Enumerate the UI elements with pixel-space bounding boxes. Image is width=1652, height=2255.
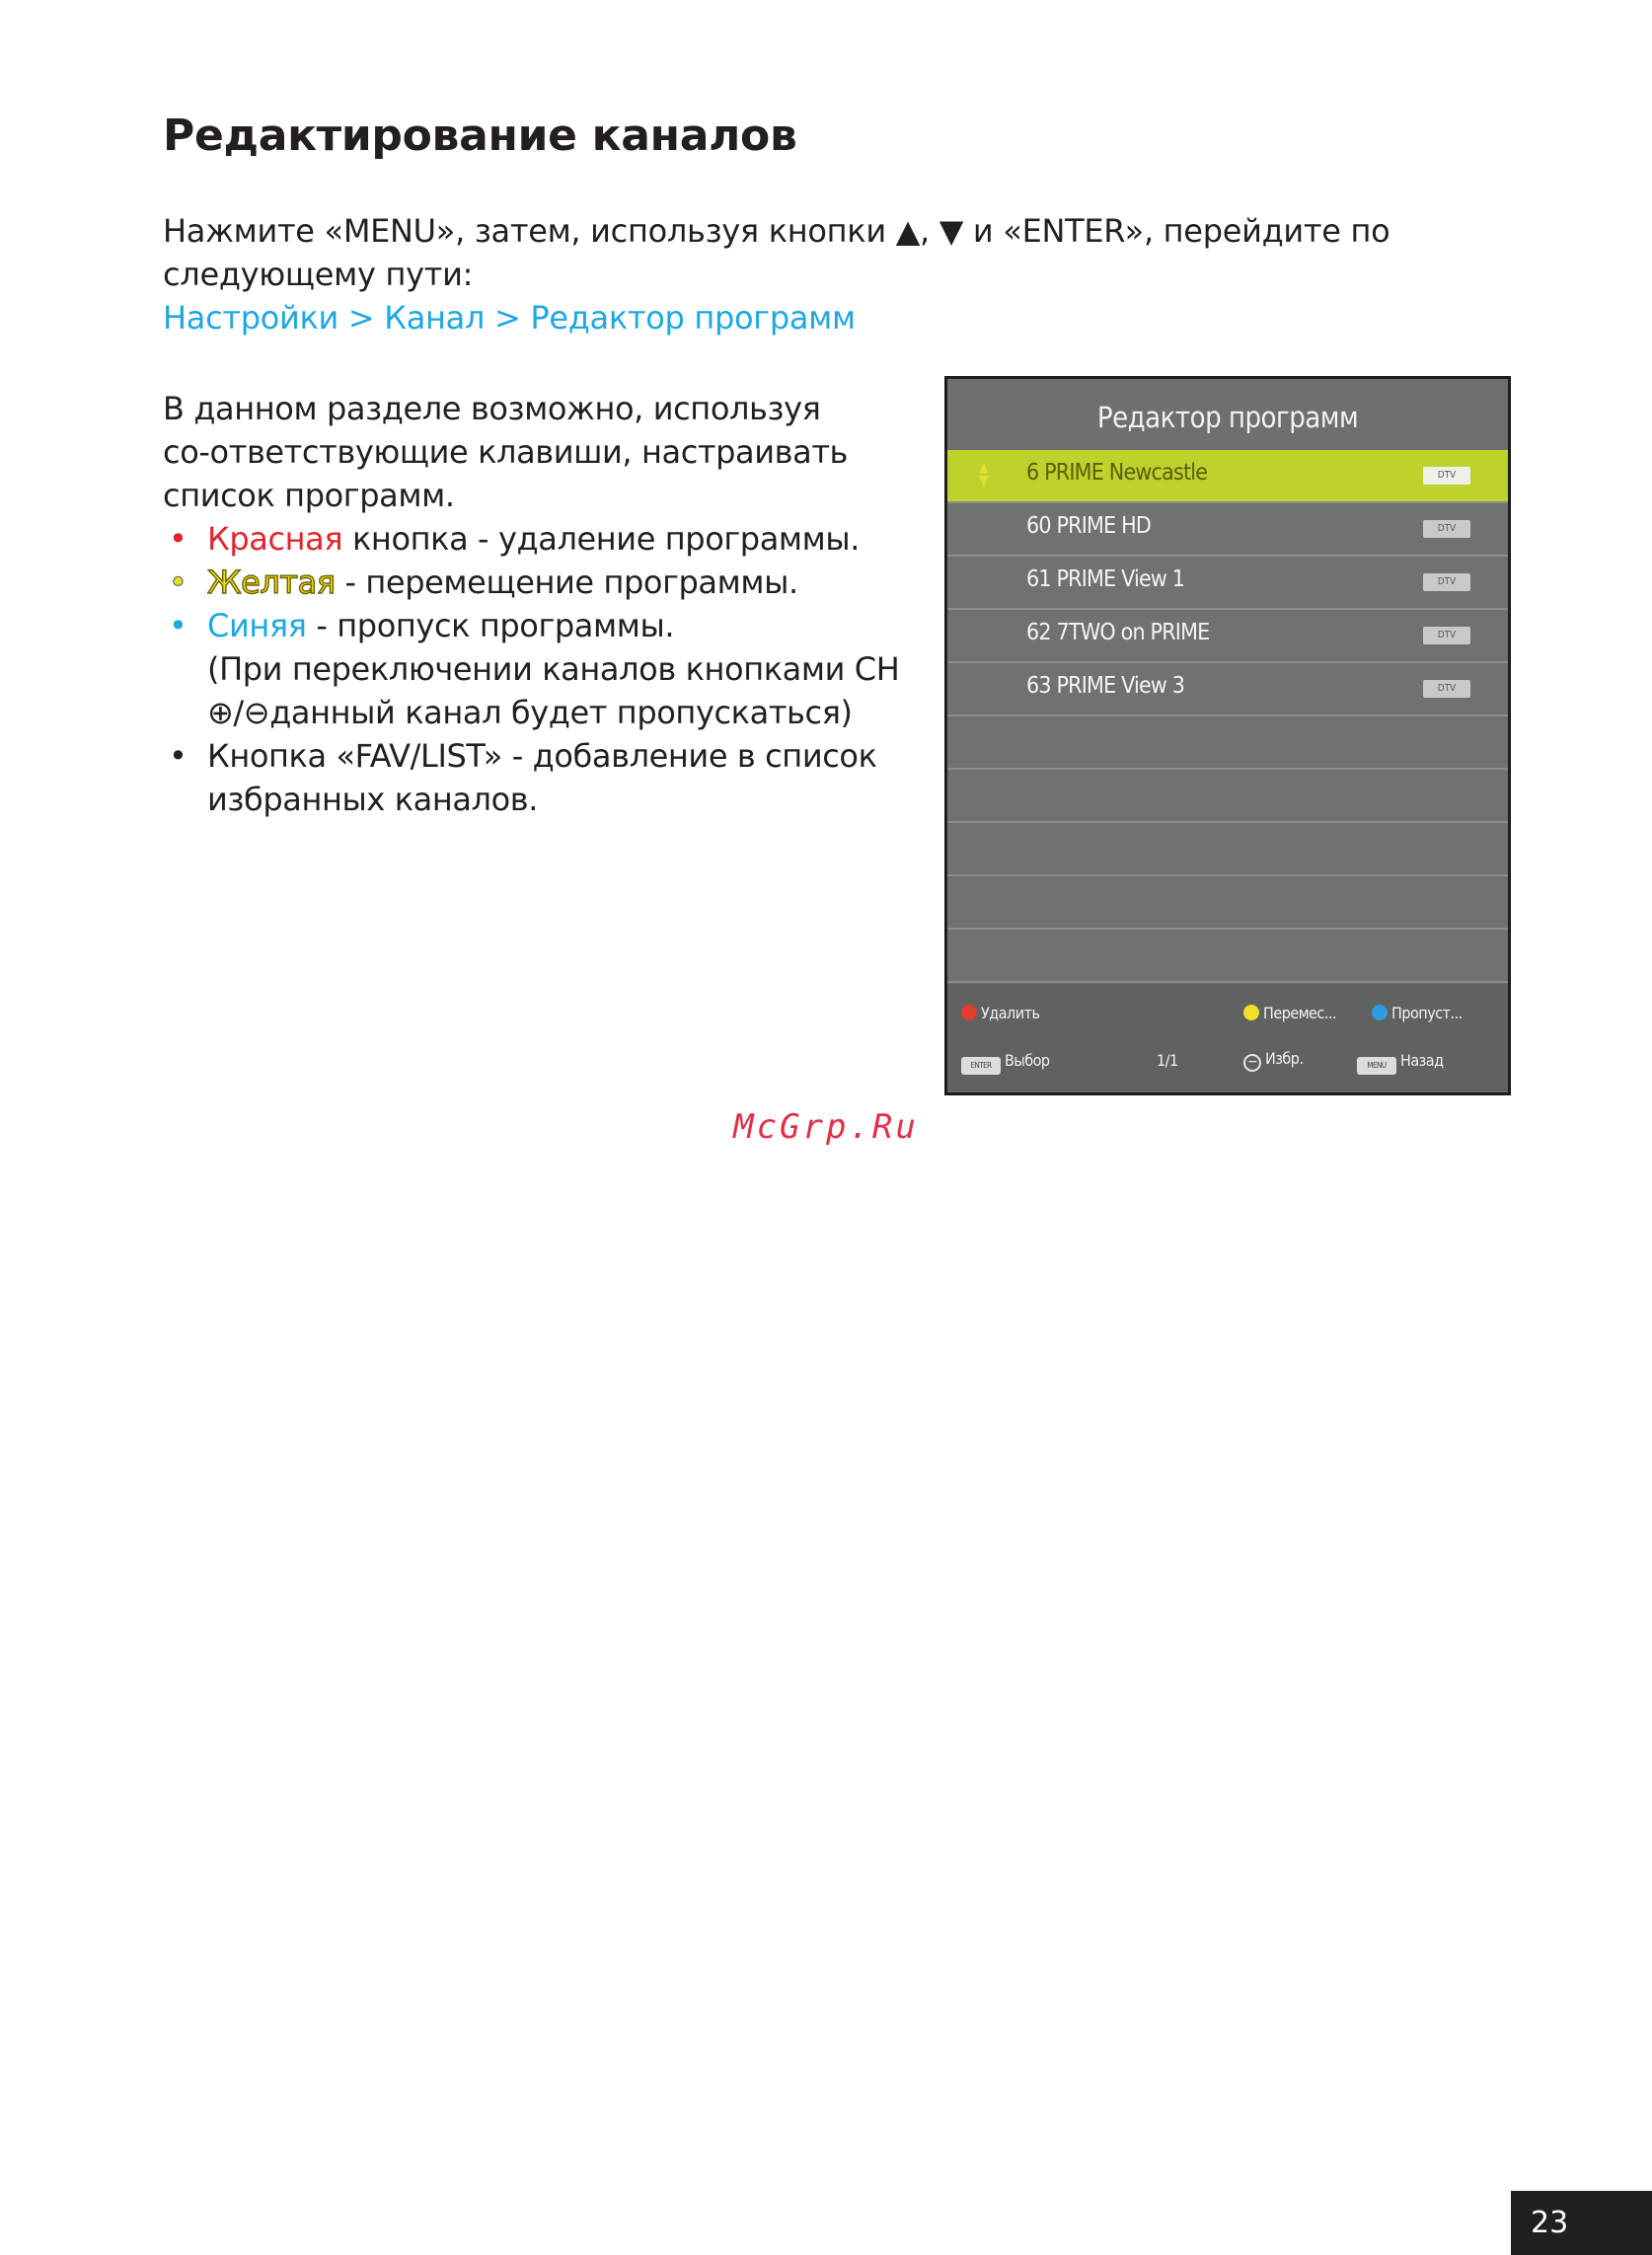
channel-row[interactable] (947, 610, 1508, 663)
red-button-icon (961, 1005, 977, 1020)
red-label: Красная (207, 520, 343, 558)
empty-row (947, 716, 1508, 770)
channel-row[interactable] (947, 450, 1508, 503)
channel-name: 61 PRIME View 1 (1026, 566, 1185, 592)
page-indicator: 1/1 (1157, 1051, 1178, 1070)
tv-footer (947, 984, 1508, 1092)
skip-hint[interactable] (1372, 1004, 1463, 1022)
menu-path: Настройки > Канал > Редактор программ (163, 299, 856, 337)
bullet-fav: • (169, 737, 188, 775)
menu-key-icon: MENU (1357, 1057, 1396, 1075)
fav-label: Избр. (1265, 1049, 1304, 1068)
list-item-fav (163, 734, 933, 821)
empty-row (947, 823, 1508, 876)
channel-row[interactable] (947, 503, 1508, 557)
channel-name: 6 PRIME Newcastle (1026, 460, 1208, 486)
intro-paragraph (163, 209, 1525, 339)
move-label: Перемес... (1263, 1004, 1337, 1022)
empty-row (947, 770, 1508, 823)
description-lead: В данном разделе возможно, используя со-ответствующие клавиши, настраивать список программ. (163, 390, 849, 514)
skip-label: Пропуст... (1391, 1004, 1463, 1022)
intro-text: Нажмите «MENU», затем, используя кнопки ▲, ▼ и «ENTER», перейдите по следующему пути: (163, 212, 1390, 293)
page-title: Редактирование каналов (163, 111, 797, 161)
yellow-desc: - перемещение программы. (335, 564, 798, 601)
fav-hint[interactable] (1243, 1049, 1304, 1072)
yellow-button-icon (1243, 1005, 1259, 1020)
move-arrows-icon: ▲ ▼ (979, 460, 989, 489)
yellow-label: Желтая (207, 564, 336, 601)
description (163, 387, 933, 821)
enter-key-icon: ENTER (961, 1057, 1001, 1075)
channel-row[interactable] (947, 557, 1508, 610)
delete-label: Удалить (981, 1004, 1040, 1022)
channel-name: 60 PRIME HD (1026, 513, 1152, 539)
select-hint[interactable] (961, 1051, 1050, 1075)
watermark: McGrp.Ru (733, 1107, 919, 1147)
empty-row (947, 876, 1508, 930)
channel-name: 63 PRIME View 3 (1026, 673, 1185, 699)
channel-row[interactable] (947, 663, 1508, 716)
delete-hint[interactable] (961, 1004, 1039, 1022)
dtv-badge: DTV (1423, 627, 1470, 644)
list-item-red (163, 517, 933, 561)
bullet-red: • (169, 520, 188, 558)
bullet-blue: • (169, 607, 188, 644)
channel-name: 62 7TWO on PRIME (1026, 620, 1210, 645)
skip-note: (При переключении каналов кнопками CH ⊕/⊖данный канал будет пропускаться) (207, 650, 900, 731)
back-label: Назад (1400, 1051, 1444, 1070)
dtv-badge: DTV (1423, 467, 1470, 485)
bullet-yellow: • (169, 564, 188, 601)
tv-screenshot (944, 376, 1511, 1095)
empty-row (947, 930, 1508, 983)
blue-label: Синяя (207, 607, 307, 644)
move-hint[interactable] (1243, 1004, 1336, 1022)
list-item-yellow (163, 561, 933, 604)
page-number: 23 (1511, 2191, 1652, 2255)
dtv-badge: DTV (1423, 573, 1470, 591)
blue-button-icon (1372, 1005, 1388, 1020)
dtv-badge: DTV (1423, 520, 1470, 538)
select-label: Выбор (1005, 1051, 1050, 1070)
red-desc: кнопка - удаление программы. (342, 520, 861, 558)
dtv-badge: DTV (1423, 680, 1470, 698)
list-item-blue (163, 604, 933, 734)
blue-desc: - пропуск программы. (306, 607, 675, 644)
fav-desc: Кнопка «FAV/LIST» - добавление в список избранных каналов. (207, 737, 877, 818)
button-list (163, 517, 933, 821)
minus-icon: − (1243, 1054, 1261, 1072)
channel-list (947, 450, 1508, 983)
tv-menu-title: Редактор программ (1096, 401, 1359, 434)
back-hint[interactable] (1357, 1051, 1444, 1075)
